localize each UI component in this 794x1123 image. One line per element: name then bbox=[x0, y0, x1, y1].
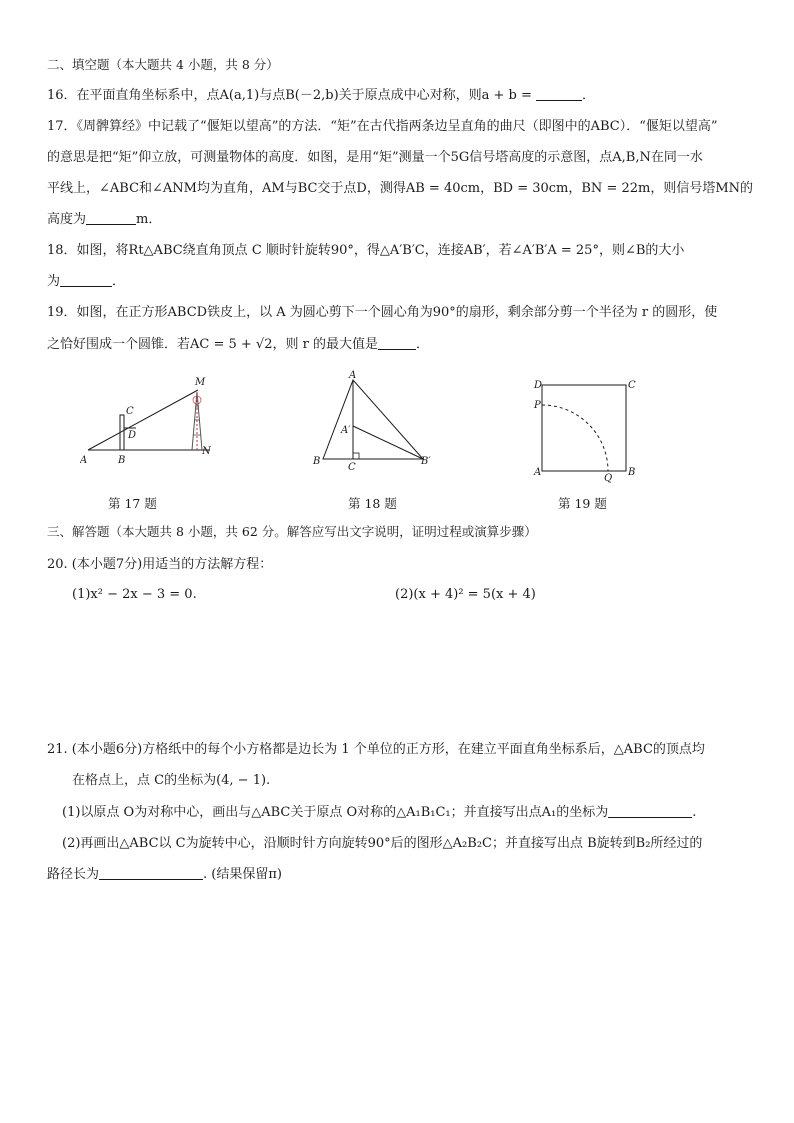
question-17-text: 高度为 bbox=[47, 212, 87, 227]
fig17-label-a: A bbox=[80, 455, 88, 466]
question-19-line-2 bbox=[47, 337, 429, 353]
fig19-label-p: P bbox=[534, 400, 541, 411]
fig18-right-angle-mark bbox=[353, 453, 359, 459]
figure-18 bbox=[305, 368, 435, 473]
figure-17 bbox=[80, 370, 220, 470]
fig18-label-b1: B′ bbox=[421, 456, 431, 467]
fig17-label-b: B bbox=[118, 455, 126, 466]
fig19-label-c: C bbox=[628, 380, 636, 391]
fig19-label-b: B bbox=[628, 467, 636, 478]
question-21-line-2: 在格点上，点 C的坐标为(4, − 1). bbox=[72, 773, 271, 788]
question-17-line-4 bbox=[47, 212, 161, 228]
section-2-title: 二、填空题（本大题共 4 小题，共 8 分） bbox=[47, 57, 279, 72]
question-20-part-2: (2)(x + 4)² = 5(x + 4) bbox=[395, 587, 536, 602]
fig19-sector-arc bbox=[542, 405, 608, 471]
question-20-part-1: (1)x² − 2x − 3 = 0. bbox=[72, 587, 197, 602]
fig17-label-n: N bbox=[202, 446, 211, 457]
fig17-label-m: M bbox=[195, 377, 206, 388]
figure-19-caption: 第 19 题 bbox=[558, 496, 607, 511]
fig18-segment-a1b1 bbox=[353, 426, 423, 459]
question-18-line-2 bbox=[47, 274, 125, 290]
fig18-label-c: C bbox=[348, 462, 356, 473]
question-21-line-4: (2)再画出△ABC以 C为旋转中心，沿顺时针方向旋转90°后的图形△A₂B₂C；并直接写出点 B旋转到B₂所经过的 bbox=[62, 836, 703, 851]
question-18-line-1: 18．如图，将Rt△ABC绕直角顶点 C 顺时针旋转90°，得△A′B′C，连接AB′，若∠A′B′A = 25°，则∠B的大小 bbox=[47, 243, 685, 258]
question-18-end: ． bbox=[112, 274, 126, 289]
fig18-label-b: B bbox=[313, 456, 321, 467]
answer-blank-21-2[interactable] bbox=[99, 867, 203, 880]
fig17-label-c: C bbox=[126, 406, 134, 417]
question-21-part-2-end: . (结果保留π) bbox=[203, 867, 282, 882]
question-18-text: 为 bbox=[47, 274, 61, 289]
question-21-line-1: 21. (本小题6分)方格纸中的每个小方格都是边长为 1 个单位的正方形，在建立平面直角坐标系后，△ABC的顶点均 bbox=[47, 742, 705, 757]
answer-blank-16[interactable] bbox=[536, 88, 582, 101]
fig19-label-q: Q bbox=[604, 473, 613, 484]
figure-19 bbox=[530, 375, 645, 485]
question-19-text: 之恰好围成一个圆锥．若AC = 5 + √2，则 r 的最大值是 bbox=[47, 337, 378, 352]
question-21-part-1-end: . bbox=[692, 805, 697, 820]
question-16-text: 16．在平面直角坐标系中，点A(a,1)与点B(－2,b)关于原点成中心对称，则a + b = bbox=[47, 88, 537, 103]
question-16-end: ． bbox=[582, 88, 596, 103]
fig19-square bbox=[542, 385, 626, 471]
answer-blank-17[interactable] bbox=[86, 212, 136, 225]
question-21-part-1-text: (1)以原点 O为对称中心，画出与△ABC关于原点 O对称的△A₁B₁C₁；并直接写出点A₁的坐标为 bbox=[62, 805, 609, 820]
question-21-line-5 bbox=[47, 867, 282, 883]
question-19-line-1: 19．如图，在正方形ABCD铁皮上，以 A 为圆心剪下一个圆心角为90°的扇形，剩余部分剪一个半径为 r 的圆形，使 bbox=[47, 305, 718, 320]
question-17-line-2: 的意思是把“矩”仰立放，可测量物体的高度．如图，是用“矩”测量一个5G信号塔高度的示意图，点A,B,N在同一水 bbox=[47, 150, 703, 165]
answer-blank-21-1[interactable] bbox=[608, 805, 692, 818]
fig19-label-a: A bbox=[534, 467, 542, 478]
question-17-line-1: 17．《周髀算经》中记载了“偃矩以望高”的方法．“矩”在古代指两条边呈直角的曲尺（即图中的ABC）．“偃矩以望高” bbox=[47, 119, 718, 134]
question-21-part-2-text: 路径长为 bbox=[47, 867, 100, 882]
question-19-end: ． bbox=[415, 337, 429, 352]
fig18-label-a1: A′ bbox=[341, 425, 351, 436]
section-3-title: 三、解答题（本大题共 8 小题，共 62 分。解答应写出文字说明，证明过程或演算步骤） bbox=[47, 524, 537, 539]
figure-17-caption: 第 17 题 bbox=[108, 496, 157, 511]
fig19-label-d: D bbox=[534, 380, 543, 391]
figure-18-caption: 第 18 题 bbox=[348, 496, 397, 511]
signal-tower-icon bbox=[192, 392, 202, 450]
question-21-line-3 bbox=[62, 805, 696, 821]
fig17-label-d: D bbox=[128, 430, 137, 441]
question-20-stem: 20. (本小题7分)用适当的方法解方程： bbox=[47, 557, 273, 572]
fig17-sight-line bbox=[88, 390, 198, 450]
answer-blank-19[interactable] bbox=[378, 337, 416, 350]
question-17-end: m． bbox=[136, 212, 162, 227]
question-17-line-3: 平线上，∠ABC和∠ANM均为直角，AM与BC交于点D，测得AB = 40cm，BD = 30cm，BN = 22m，则信号塔MN的 bbox=[47, 181, 754, 196]
answer-blank-18[interactable] bbox=[60, 274, 112, 287]
question-16 bbox=[47, 88, 595, 104]
fig18-triangle-abc bbox=[323, 380, 423, 459]
fig18-label-a: A bbox=[349, 370, 357, 381]
